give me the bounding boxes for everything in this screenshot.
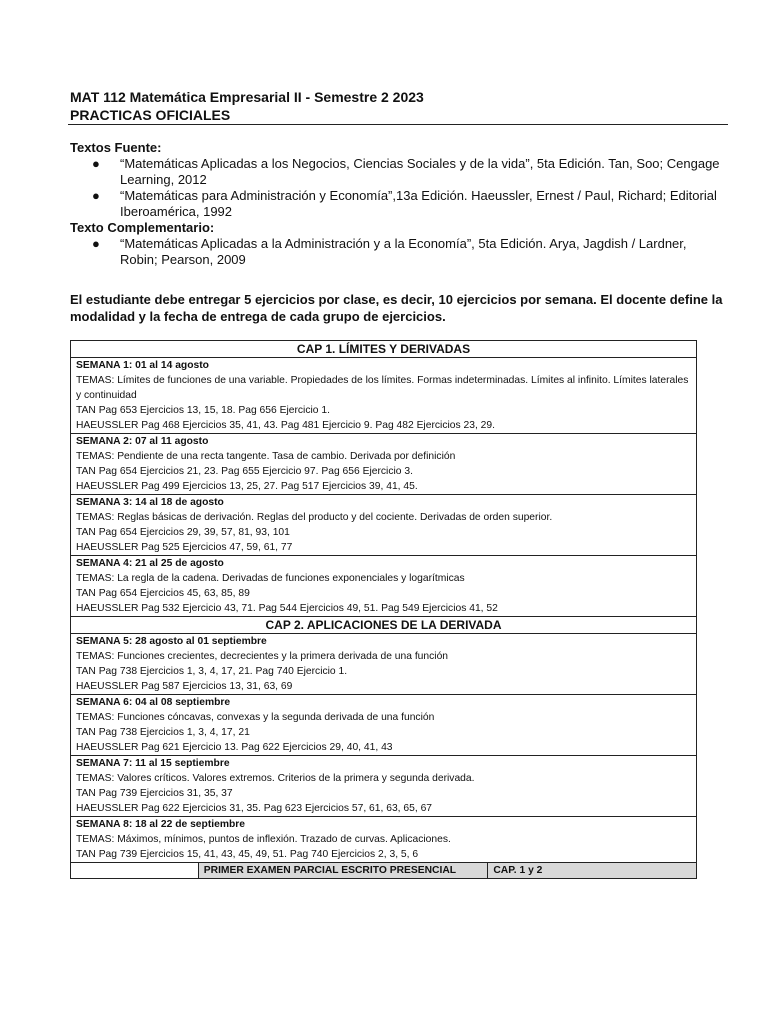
week-2-title: SEMANA 2: 07 al 11 agosto — [76, 436, 209, 447]
week-cell — [71, 756, 697, 817]
main-texts-list — [70, 156, 726, 220]
table-row — [71, 358, 697, 434]
week-3-tan: TAN Pag 654 Ejercicios 29, 39, 57, 81, 93, 101 — [76, 527, 290, 538]
week-3-haeussler: HAEUSSLER Pag 525 Ejercicios 47, 59, 61, 77 — [76, 542, 293, 553]
exam-empty-cell — [71, 863, 199, 879]
week-7-topics: TEMAS: Valores críticos. Valores extremos. Criterios de la primera y segunda derivada. — [76, 773, 475, 784]
week-cell — [71, 634, 697, 695]
week-2-tan: TAN Pag 654 Ejercicios 21, 23. Pag 655 Ejercicio 97. Pag 656 Ejercicio 3. — [76, 466, 413, 477]
week-cell — [71, 495, 697, 556]
main-text-2: “Matemáticas para Administración y Economía”,13a Edición. Haeussler, Ernest / Paul, Richard; Editorial Iberoamérica, 1992 — [120, 188, 717, 219]
week-cell — [71, 434, 697, 495]
week-4-haeussler: HAEUSSLER Pag 532 Ejercicio 43, 71. Pag 544 Ejercicios 49, 51. Pag 549 Ejercicios 41, 52 — [76, 603, 498, 614]
course-title: MAT 112 Matemática Empresarial II - Semestre 2 2023 — [70, 89, 424, 105]
complementary-texts-list — [70, 236, 726, 268]
week-1-tan: TAN Pag 653 Ejercicios 13, 15, 18. Pag 656 Ejercicio 1. — [76, 405, 330, 416]
week-4-tan: TAN Pag 654 Ejercicios 45, 63, 85, 89 — [76, 588, 250, 599]
exam-chapters: CAP. 1 y 2 — [488, 863, 697, 879]
list-item — [70, 236, 726, 268]
week-6-title: SEMANA 6: 04 al 08 septiembre — [76, 697, 231, 708]
week-3-topics: TEMAS: Reglas básicas de derivación. Reglas del producto y del cociente. Derivadas de orden superior. — [76, 512, 553, 523]
schedule-table — [70, 340, 697, 879]
week-7-tan: TAN Pag 739 Ejercicios 31, 35, 37 — [76, 788, 233, 799]
complementary-text-1: “Matemáticas Aplicadas a la Administración y a la Economía”, 5ta Edición. Arya, Jagdish / Lardner, Robin; Pearson, 2009 — [120, 236, 687, 267]
week-6-tan: TAN Pag 738 Ejercicios 1, 3, 4, 17, 21 — [76, 727, 250, 738]
list-item — [70, 188, 726, 220]
week-cell — [71, 695, 697, 756]
sources-section — [70, 140, 726, 268]
week-8-title: SEMANA 8: 18 al 22 de septiembre — [76, 819, 246, 830]
chapter-2-heading: CAP 2. APLICACIONES DE LA DERIVADA — [71, 617, 697, 634]
chapter-row — [71, 341, 697, 358]
chapter-1-heading: CAP 1. LÍMITES Y DERIVADAS — [71, 341, 697, 358]
table-row — [71, 817, 697, 863]
header-divider — [68, 124, 728, 125]
main-texts-label: Textos Fuente: — [70, 140, 162, 155]
week-cell — [71, 817, 697, 863]
week-3-title: SEMANA 3: 14 al 18 de agosto — [76, 497, 224, 508]
instructions-paragraph: El estudiante debe entregar 5 ejercicios por clase, es decir, 10 ejercicios por semana. El docente define la modalidad y la fecha de entrega de cada grupo de ejercicios. — [70, 292, 723, 324]
week-8-tan: TAN Pag 739 Ejercicios 15, 41, 43, 45, 49, 51. Pag 740 Ejercicios 2, 3, 5, 6 — [76, 849, 419, 860]
week-cell — [71, 556, 697, 617]
exam-label: PRIMER EXAMEN PARCIAL ESCRITO PRESENCIAL — [198, 863, 488, 879]
list-item — [70, 156, 726, 188]
week-1-topics: TEMAS: Límites de funciones de una variable. Propiedades de los límites. Formas indeterminadas. Límites al infinito. Límites laterales y continuidad — [76, 375, 689, 401]
exam-row — [71, 863, 697, 879]
week-2-haeussler: HAEUSSLER Pag 499 Ejercicios 13, 25, 27. Pag 517 Ejercicios 39, 41, 45. — [76, 481, 418, 492]
week-7-haeussler: HAEUSSLER Pag 622 Ejercicios 31, 35. Pag 623 Ejercicios 57, 61, 63, 65, 67 — [76, 803, 433, 814]
week-4-topics: TEMAS: La regla de la cadena. Derivadas de funciones exponenciales y logarítmicas — [76, 573, 465, 584]
week-5-haeussler: HAEUSSLER Pag 587 Ejercicios 13, 31, 63, 69 — [76, 681, 293, 692]
week-7-title: SEMANA 7: 11 al 15 septiembre — [76, 758, 230, 769]
bullet-icon: ● — [92, 188, 100, 203]
week-5-topics: TEMAS: Funciones crecientes, decrecientes y la primera derivada de una función — [76, 651, 449, 662]
table-row — [71, 756, 697, 817]
table-row — [71, 556, 697, 617]
document-header — [70, 88, 726, 124]
week-2-topics: TEMAS: Pendiente de una recta tangente. Tasa de cambio. Derivada por definición — [76, 451, 456, 462]
table-row — [71, 434, 697, 495]
week-cell — [71, 358, 697, 434]
week-1-title: SEMANA 1: 01 al 14 agosto — [76, 360, 209, 371]
table-row — [71, 634, 697, 695]
table-row — [71, 495, 697, 556]
week-4-title: SEMANA 4: 21 al 25 de agosto — [76, 558, 224, 569]
week-6-haeussler: HAEUSSLER Pag 621 Ejercicio 13. Pag 622 Ejercicios 29, 40, 41, 43 — [76, 742, 393, 753]
complementary-text-label: Texto Complementario: — [70, 220, 215, 235]
week-1-haeussler: HAEUSSLER Pag 468 Ejercicios 35, 41, 43. Pag 481 Ejercicio 9. Pag 482 Ejercicios 23, 29. — [76, 420, 495, 431]
week-8-topics: TEMAS: Máximos, mínimos, puntos de inflexión. Trazado de curvas. Aplicaciones. — [76, 834, 451, 845]
document-subtitle: PRACTICAS OFICIALES — [70, 107, 231, 123]
table-row — [71, 695, 697, 756]
week-5-title: SEMANA 5: 28 agosto al 01 septiembre — [76, 636, 267, 647]
chapter-row — [71, 617, 697, 634]
main-text-1: “Matemáticas Aplicadas a los Negocios, Ciencias Sociales y de la vida”, 5ta Edición. Tan, Soo; Cengage Learning, 2012 — [120, 156, 720, 187]
week-5-tan: TAN Pag 738 Ejercicios 1, 3, 4, 17, 21. Pag 740 Ejercicio 1. — [76, 666, 348, 677]
bullet-icon: ● — [92, 156, 100, 171]
bullet-icon: ● — [92, 236, 100, 251]
week-6-topics: TEMAS: Funciones cóncavas, convexas y la segunda derivada de una función — [76, 712, 435, 723]
